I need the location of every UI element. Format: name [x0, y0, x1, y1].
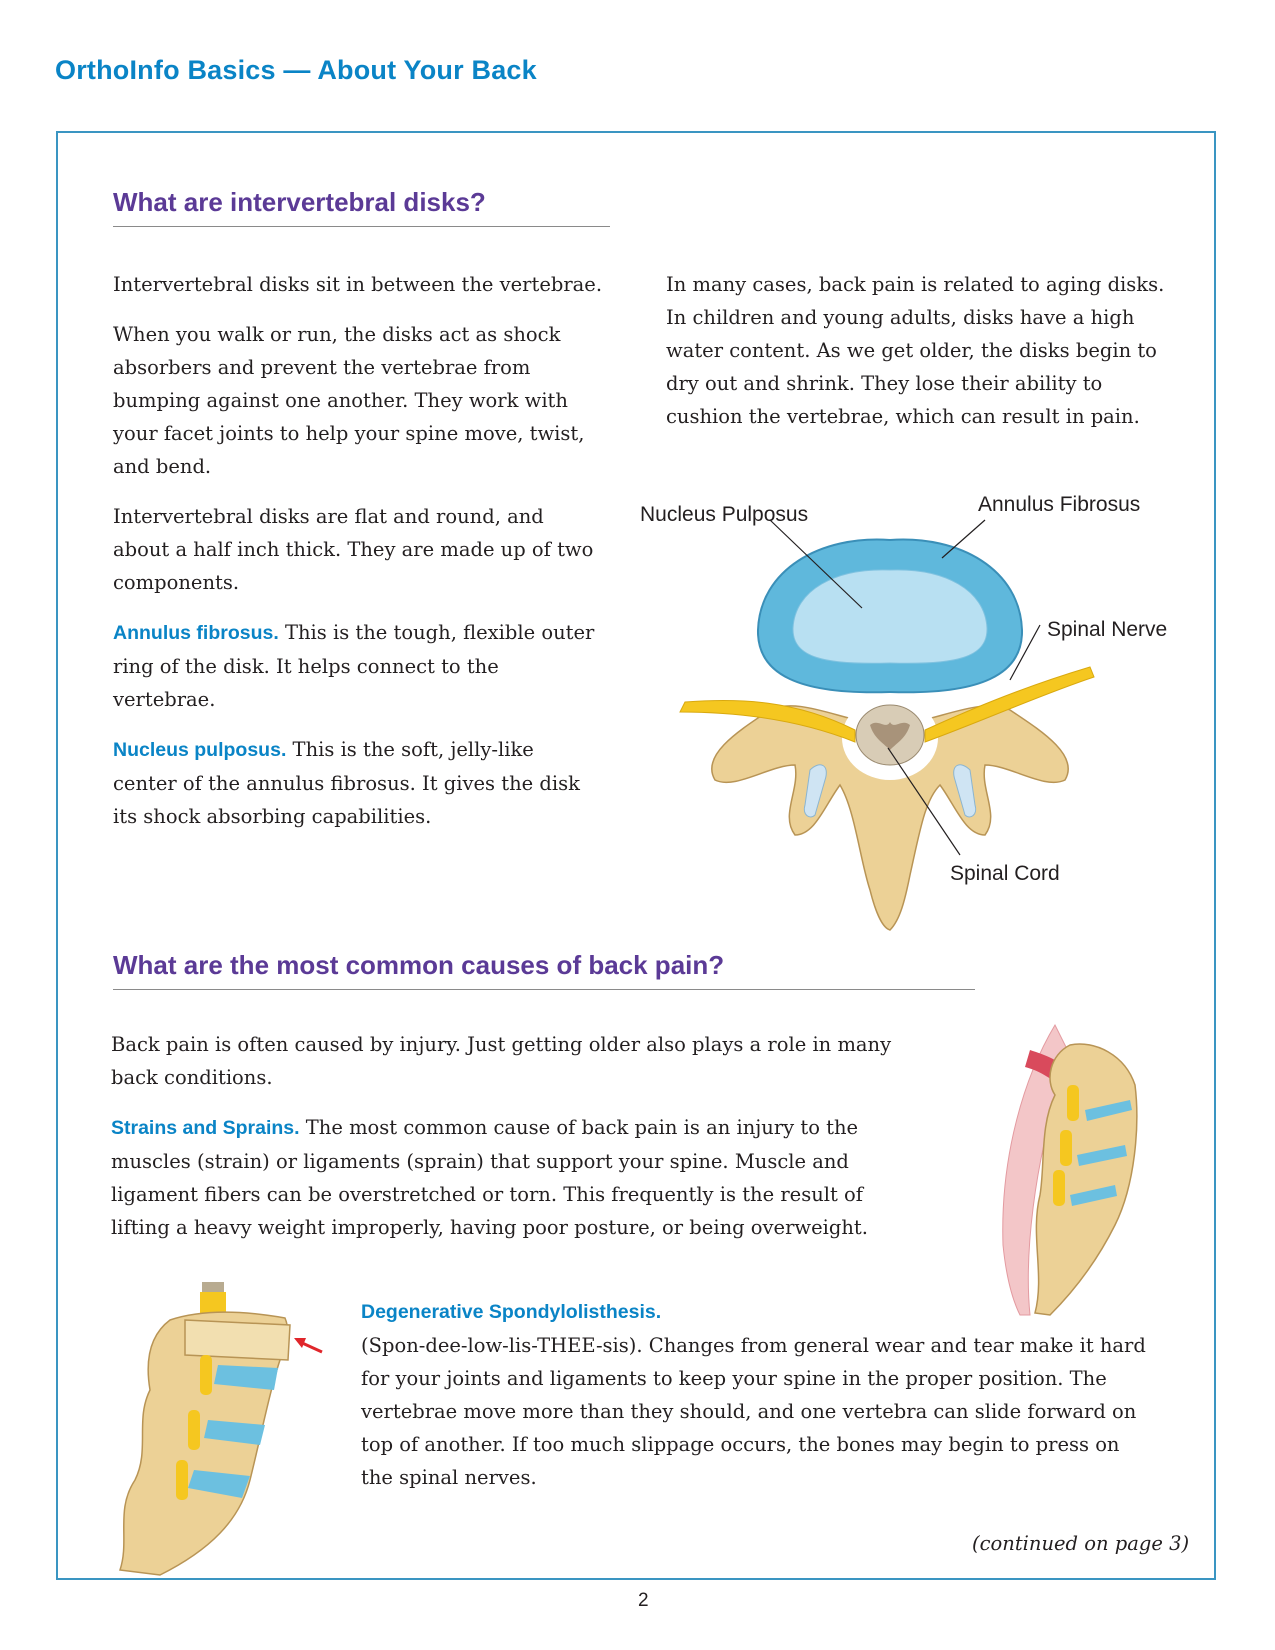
term-text: This is the soft, jelly-like center of the annulus fibrosus. It gives the disk its shock absorbing capabilities.: [113, 738, 580, 828]
nerve-root: [188, 1410, 200, 1450]
disks-right-column: [666, 268, 1176, 450]
paragraph: Back pain is often caused by injury. Just getting older also plays a role in many back conditions.: [111, 1033, 892, 1089]
causes-column: [111, 1028, 911, 1261]
label-spinal-cord: Spinal Cord: [950, 862, 1060, 885]
lumbar-vertebrae: [1035, 1044, 1137, 1315]
label-annulus-fibrosus: Annulus Fibrosus: [978, 493, 1141, 516]
section-heading-causes: What are the most common causes of back pain?: [113, 950, 725, 980]
red-arrow-icon: [294, 1338, 322, 1352]
term-strains: [111, 1111, 911, 1244]
nerve-root: [1060, 1130, 1072, 1166]
strain-spine-illustration: [985, 1015, 1145, 1325]
continued-note: (continued on page 3): [972, 1532, 1190, 1555]
spondylolisthesis-illustration: [90, 1280, 330, 1580]
heading-rule: [113, 989, 975, 990]
page-title: OrthoInfo Basics — About Your Back: [55, 55, 537, 85]
term-text: This is the tough, flexible outer ring of the disk. It helps connect to the vertebrae.: [113, 621, 595, 711]
term-label: Strains and Sprains.: [111, 1117, 300, 1139]
term-annulus: [113, 616, 603, 716]
spondylolisthesis-block: [361, 1296, 1151, 1494]
section-heading-disks: What are intervertebral disks?: [113, 187, 486, 217]
term-label: Degenerative Spondylolisthesis.: [361, 1301, 662, 1323]
term-text: The most common cause of back pain is an injury to the muscles (strain) or ligaments (sprain) that support your spine. Muscle and ligament fibers can be overstretched or torn. This frequently is the result of lifting a heavy weight improperly, having poor posture, or being overweight.: [111, 1116, 868, 1239]
page-number: 2: [638, 1590, 649, 1611]
term-text: (Spon-dee-low-lis-THEE-sis). Changes from general wear and tear make it hard for your joints and ligaments to keep your spine in the proper position. The vertebrae move more than they should, and one vertebra can slide forward on top of another. If too much slippage occurs, the bones may begin to press on the spinal nerves.: [361, 1334, 1146, 1489]
nucleus-pulposus: [793, 570, 987, 663]
nerve-root: [1067, 1085, 1079, 1121]
disk-cross-section-illustration: [620, 480, 1200, 940]
label-nucleus-pulposus: Nucleus Pulposus: [640, 503, 809, 526]
term-label: Annulus fibrosus.: [113, 622, 279, 644]
nerve-root: [1053, 1170, 1065, 1206]
term-label: Nucleus pulposus.: [113, 739, 287, 761]
heading-rule: [113, 226, 610, 227]
paragraph: When you walk or run, the disks act as shock absorbers and prevent the vertebrae from bumping against one another. They work with your facet joints to help your spine move, twist, and bend.: [113, 323, 585, 478]
nerve-root: [200, 1355, 212, 1395]
paragraph: In many cases, back pain is related to aging disks. In children and young adults, disks have a high water content. As we get older, the disks begin to dry out and shrink. They lose their ability to cushion the vertebrae, which can result in pain.: [666, 273, 1165, 428]
disks-left-column: [113, 268, 603, 850]
label-spinal-nerve: Spinal Nerve: [1047, 618, 1168, 641]
slipped-vertebra: [185, 1320, 290, 1360]
term-nucleus: [113, 733, 603, 833]
nerve-root: [176, 1460, 188, 1500]
paragraph: Intervertebral disks sit in between the vertebrae.: [113, 273, 603, 296]
paragraph: Intervertebral disks are flat and round, and about a half inch thick. They are made up of two components.: [113, 505, 594, 594]
